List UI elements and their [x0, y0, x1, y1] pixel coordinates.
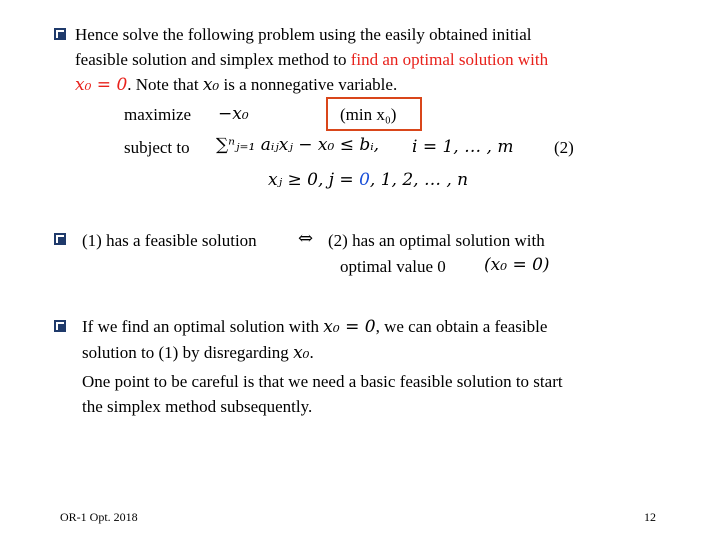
bullet3-line1-text: If we find an optimal solution with	[82, 317, 324, 336]
nonnegativity	[268, 172, 468, 189]
equation-number: (2)	[554, 138, 574, 157]
bullet2-x0-zero: (x₀ = 0)	[484, 255, 550, 275]
page-number: 12	[644, 510, 656, 524]
objective: −x₀	[218, 104, 249, 124]
bullet3-line2-end: .	[309, 343, 314, 362]
bullet1-line3-end: is a nonnegative variable.	[219, 75, 398, 94]
bullet1-line2-text: feasible solution and simplex method to	[75, 50, 351, 69]
bullet2-line2: optimal value 0	[340, 257, 446, 276]
bullet-icon	[54, 28, 66, 40]
constraint-range: i = 1, … , m	[412, 137, 514, 157]
subject-to-label: subject to	[124, 138, 190, 157]
bullet1-line3	[75, 76, 397, 94]
bullet2-line1b: (2) has an optimal solution with	[328, 231, 545, 250]
x0-equals-zero: x₀ = 0	[75, 75, 128, 95]
bullet1-line3-text: . Note that	[127, 75, 203, 94]
nonneg-indices: , 1, 2, … , n	[369, 170, 469, 190]
bullet3-line1	[82, 318, 547, 336]
constraint-expression: ∑ⁿⱼ₌₁ aᵢⱼxⱼ − x₀ ≤ bᵢ,	[216, 135, 380, 155]
bullet3-x0-zero: x₀ = 0	[323, 317, 376, 337]
bullet3-x0: x₀	[293, 343, 310, 363]
iff-arrow-icon: ⇔	[298, 228, 314, 249]
nonneg-zero-index: 0	[359, 170, 370, 190]
bullet-icon	[54, 233, 66, 245]
bullet3-para-line2: the simplex method subsequently.	[82, 397, 313, 416]
min-objective: (min x₀)	[340, 105, 397, 124]
bullet3-line1-end: , we can obtain a feasible	[375, 317, 548, 336]
bullet3-line2-text: solution to (1) by disregarding	[82, 343, 294, 362]
bullet2-line1a: (1) has a feasible solution	[82, 231, 257, 250]
highlight-text: find an optimal solution with	[350, 50, 549, 69]
nonneg-text: xⱼ ≥ 0, j =	[268, 170, 360, 190]
x0-variable: x₀	[202, 75, 220, 95]
maximize-label: maximize	[124, 105, 192, 124]
bullet1-line1: Hence solve the following problem using the easily obtained initial	[75, 25, 532, 44]
bullet3-line2	[82, 344, 314, 362]
footer-left: OR-1 Opt. 2018	[60, 510, 138, 524]
bullet1-line2	[75, 51, 548, 68]
bullet-icon	[54, 320, 66, 332]
bullet3-para-line1: One point to be careful is that we need a basic feasible solution to start	[82, 372, 563, 391]
